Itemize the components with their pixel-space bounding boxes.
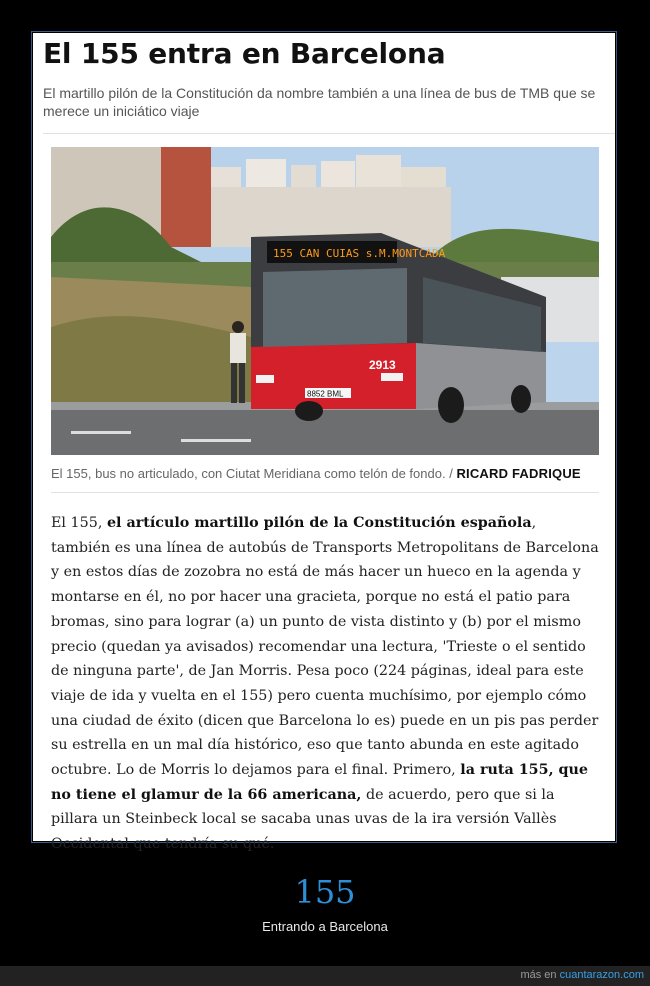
caption-text: El 155, bus no articulado, con Ciutat Meridiana como telón de fondo. / [51, 466, 453, 481]
post-title-number: 155 [294, 873, 356, 911]
bus-number: 2913 [369, 358, 396, 372]
body-text-segment: El 155, [51, 515, 107, 531]
article-body [51, 511, 599, 857]
footer-bar [0, 966, 650, 986]
body-bold-segment: la ruta 155, que no tiene el glamur de la 66 americana, [51, 762, 589, 803]
source-site-link[interactable]: cuantarazon.com [559, 969, 644, 981]
body-bold-segment: el artículo martillo pilón de la Constitución española [106, 515, 532, 531]
body-text-segment: , también es una línea de autobús de Transports Metropolitans de Barcelona y en estos días de zozobra no está de más hacer un hueco en la agenda y montarse en él, no por hacer una gracieta, porque no está el patio para bromas, sino para lograr (a) un punto de vista distinto y (b) por el mismo precio (quedan ya avisados) recomendar una lectura, 'Trieste o el sentido de ninguna parte', de Jan Morris. Pesa poco (224 páginas, ideal para este viaje de ida y vuelta en el 155) pero cuenta muchísimo, por ejemplo cómo una ciudad de éxito (dicen que Barcelona lo es) puede en un pis pas perder su estrella en un mal día histórico, eso que tanto abunda en este agitado octubre. Lo de Morris lo dejamos para el final. Primero, [51, 515, 599, 779]
article-card [33, 33, 615, 853]
body-text-segment: de acuerdo, pero que si la pillara un Steinbeck local se sacaba unas uvas de la ira versión Vallès Occidental que tendría su qué. [51, 786, 557, 853]
divider [43, 133, 615, 134]
photo-caption [51, 466, 599, 481]
photo-credit: RICARD FADRIQUE [456, 466, 581, 481]
article-subtitle: El martillo pilón de la Constitución da nombre también a una línea de bus de TMB que se merece un iniciático viaje [43, 85, 596, 119]
license-plate: 8852 BML [307, 389, 344, 399]
more-on-link-container [520, 969, 644, 981]
article-photo [51, 147, 599, 455]
post-caption: Entrando a Barcelona [262, 919, 388, 934]
more-prefix: más en [520, 969, 560, 981]
article-headline: El 155 entra en Barcelona [43, 37, 446, 70]
bus-photo-illustration [51, 147, 599, 455]
bus-destination-sign: 155 CAN CUIAS s.M.MONTCADA [273, 247, 446, 260]
divider [51, 492, 599, 493]
